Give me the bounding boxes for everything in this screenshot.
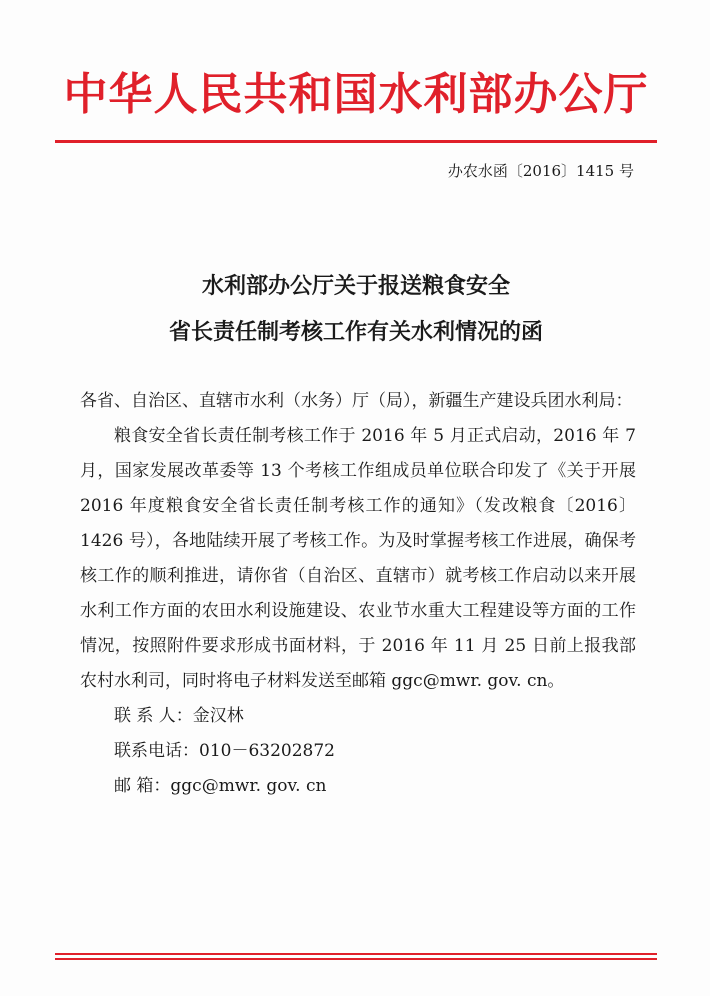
footer-red-rule-upper	[55, 953, 657, 955]
contact-email: 邮 箱：ggc@mwr. gov. cn	[114, 776, 327, 796]
footer-red-rule-lower	[55, 958, 657, 960]
document-title-line-2: 省长责任制考核工作有关水利情况的函	[168, 320, 543, 345]
document-title	[100, 264, 612, 356]
contact-phone: 联系电话：010－63202872	[114, 741, 335, 761]
header-red-rule	[55, 140, 657, 143]
document-body	[80, 384, 636, 804]
salutation: 各省、自治区、直辖市水利（水务）厅（局），新疆生产建设兵团水利局：	[80, 391, 633, 411]
issuing-organization-title: 中华人民共和国水利部办公厅	[63, 69, 649, 120]
contact-person: 联 系 人：金汉林	[114, 706, 244, 726]
document-title-line-1: 水利部办公厅关于报送粮食安全	[201, 274, 510, 299]
body-paragraph: 粮食安全省长责任制考核工作于 2016 年 5 月正式启动，2016 年 7 月，国家发展改革委等 13 个考核工作组成员单位联合印发了《关于开展 2016 年度粮食安全省长责任制考核工作的通知》（发改粮食〔2016〕1426 号），各地陆续开展了考核工作。为及时掌握考核工作进展，确保考核工作的顺利推进，请你省（自治区、直辖市）就考核工作启动以来开展水利工作方面的农田水利设施建设、农业节水重大工程建设等方面的工作情况，按照附件要求形成书面材料，于 2016 年 11 月 25 日前上报我部农村水利司，同时将电子材料发送至邮箱 ggc@mwr. gov. cn。	[80, 426, 636, 691]
document-number: 办农水函〔2016〕1415 号	[447, 162, 634, 180]
